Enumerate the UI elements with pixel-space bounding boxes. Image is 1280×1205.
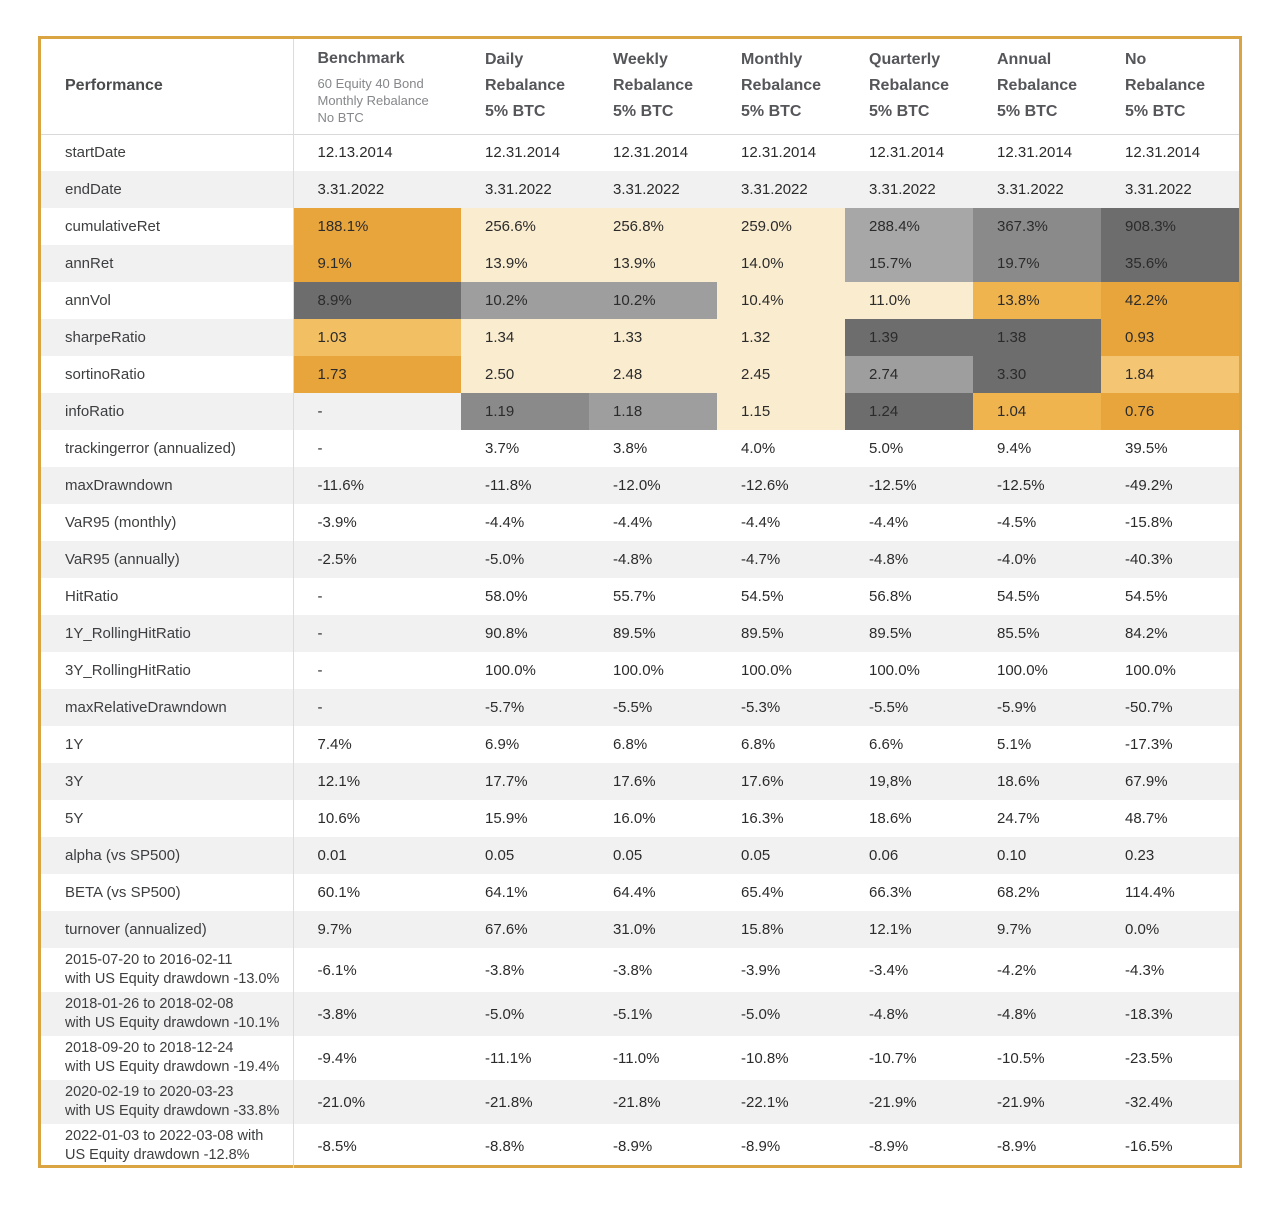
value-cell: 3.31.2022 — [741, 181, 808, 198]
value-cell: 0.05 — [485, 847, 515, 864]
value-cell: 54.5% — [1125, 588, 1168, 605]
value-cell: -5.7% — [485, 699, 525, 716]
value-cell: 84.2% — [1125, 625, 1168, 642]
value-cell: 256.6% — [461, 208, 589, 245]
table-row — [41, 430, 1239, 467]
value-cell: 60.1% — [317, 884, 361, 901]
row-label: sortinoRatio — [41, 356, 293, 393]
table-row — [41, 726, 1239, 763]
value-cell: -4.7% — [741, 551, 781, 568]
value-cell: 908.3% — [1101, 208, 1239, 245]
column-header-line: Monthly — [741, 51, 803, 69]
value-cell: -4.3% — [1125, 961, 1165, 979]
value-cell: - — [317, 440, 323, 457]
column-header-line: No — [1125, 51, 1147, 69]
value-cell: 1.24 — [845, 393, 973, 430]
value-cell: 1.73 — [293, 356, 461, 393]
value-cell: 6.8% — [741, 736, 776, 753]
row-label: trackingerror (annualized) — [41, 430, 293, 467]
value-cell: 1.19 — [461, 393, 589, 430]
value-cell: 90.8% — [485, 625, 528, 642]
value-cell: 42.2% — [1101, 282, 1239, 319]
value-cell: 259.0% — [717, 208, 845, 245]
table-row — [41, 356, 1239, 393]
row-label: maxRelativeDrawndown — [41, 689, 293, 726]
table-row — [41, 615, 1239, 652]
value-cell: 0.0% — [1125, 921, 1160, 938]
table-body — [41, 134, 1239, 1168]
value-cell: -11.6% — [317, 477, 364, 494]
value-cell: 10.6% — [317, 810, 361, 827]
row-label: BETA (vs SP500) — [41, 874, 293, 911]
table-row — [41, 319, 1239, 356]
value-cell: 0.10 — [997, 847, 1027, 864]
row-label: annRet — [41, 245, 293, 282]
value-cell: 6.9% — [485, 736, 520, 753]
value-cell: 17.6% — [741, 773, 784, 790]
table-row — [41, 763, 1239, 800]
value-cell: 1.04 — [973, 393, 1101, 430]
value-cell: -5.3% — [741, 699, 781, 716]
value-cell: 256.8% — [589, 208, 717, 245]
value-cell: 5.0% — [869, 440, 904, 457]
value-cell: 10.2% — [589, 282, 717, 319]
value-cell: -4.2% — [997, 961, 1037, 979]
value-cell: -11.0% — [613, 1049, 660, 1067]
value-cell: -4.5% — [997, 514, 1037, 531]
value-cell: 3.31.2022 — [317, 181, 385, 198]
table-row — [41, 1036, 1239, 1080]
row-label-line: US Equity drawdown -12.8% — [65, 1147, 250, 1163]
value-cell: 6.8% — [613, 736, 648, 753]
value-cell: 2.74 — [845, 356, 973, 393]
value-cell: 64.4% — [613, 884, 656, 901]
column-header — [845, 39, 973, 134]
value-cell: 2.45 — [717, 356, 845, 393]
column-header-line: Daily — [485, 51, 524, 69]
value-cell: - — [317, 699, 323, 716]
value-cell: 9.7% — [317, 921, 352, 938]
value-cell: -3.8% — [317, 1005, 357, 1023]
value-cell: -5.0% — [741, 1005, 781, 1023]
row-label: turnover (annualized) — [41, 911, 293, 948]
value-cell: 65.4% — [741, 884, 784, 901]
value-cell: -3.9% — [741, 961, 781, 979]
value-cell: -8.9% — [613, 1137, 653, 1155]
value-cell: 367.3% — [973, 208, 1101, 245]
column-header-subtitle — [318, 75, 452, 126]
value-cell: -4.8% — [997, 1005, 1037, 1023]
value-cell: -12.6% — [741, 477, 789, 494]
value-cell: 12.31.2014 — [869, 144, 945, 162]
column-header — [461, 39, 589, 134]
column-header-line: Rebalance — [1125, 77, 1206, 95]
value-cell: 12.31.2014 — [485, 144, 561, 162]
value-cell: -9.4% — [317, 1049, 357, 1067]
value-cell: -21.8% — [485, 1093, 533, 1111]
value-cell: -3.4% — [869, 961, 909, 979]
value-cell: -3.9% — [317, 514, 357, 531]
table-row — [41, 245, 1239, 282]
value-cell: 7.4% — [317, 736, 352, 753]
value-cell: -32.4% — [1125, 1093, 1173, 1111]
row-label: endDate — [41, 171, 293, 208]
value-cell: 4.0% — [741, 440, 776, 457]
value-cell: 1.34 — [461, 319, 589, 356]
value-cell: 1.84 — [1101, 356, 1239, 393]
value-cell: 12.13.2014 — [317, 144, 393, 162]
value-cell: -4.0% — [997, 551, 1037, 568]
value-cell: 10.4% — [717, 282, 845, 319]
value-cell: -22.1% — [741, 1093, 789, 1111]
value-cell: 3.31.2022 — [1125, 181, 1192, 198]
value-cell: 1.39 — [845, 319, 973, 356]
value-cell: -8.9% — [869, 1137, 909, 1155]
table-row — [41, 171, 1239, 208]
value-cell: 17.6% — [613, 773, 656, 790]
value-cell: 3.31.2022 — [613, 181, 680, 198]
value-cell: 48.7% — [1125, 810, 1168, 827]
performance-table-panel — [38, 36, 1242, 1168]
column-header-line: Rebalance — [869, 77, 950, 95]
value-cell: -4.4% — [485, 514, 525, 531]
table-row — [41, 874, 1239, 911]
value-cell: 13.9% — [461, 245, 589, 282]
value-cell: 114.4% — [1125, 884, 1175, 901]
value-cell: 100.0% — [741, 662, 792, 679]
table-row — [41, 948, 1239, 992]
value-cell: -10.8% — [741, 1049, 789, 1067]
value-cell: 100.0% — [613, 662, 664, 679]
column-header-line: Rebalance — [485, 77, 566, 95]
column-header-line: 5% BTC — [613, 103, 674, 121]
value-cell: 67.6% — [485, 921, 528, 938]
value-cell: 13.8% — [973, 282, 1101, 319]
value-cell: 16.0% — [613, 810, 656, 827]
value-cell: 1.33 — [589, 319, 717, 356]
table-row — [41, 504, 1239, 541]
column-header — [1101, 39, 1239, 134]
row-label-line: 2022-01-03 to 2022-03-08 with — [65, 1128, 264, 1144]
value-cell: 1.32 — [717, 319, 845, 356]
table-row — [41, 992, 1239, 1036]
value-cell: -11.1% — [485, 1049, 532, 1067]
value-cell: -23.5% — [1125, 1049, 1173, 1067]
value-cell: -21.8% — [613, 1093, 661, 1111]
value-cell: 17.7% — [485, 773, 528, 790]
value-cell: 55.7% — [613, 588, 656, 605]
value-cell: 10.2% — [461, 282, 589, 319]
value-cell: 67.9% — [1125, 773, 1168, 790]
value-cell: 0.06 — [869, 847, 899, 864]
value-cell: 54.5% — [741, 588, 784, 605]
column-header-line: 5% BTC — [485, 103, 546, 121]
value-cell: -8.5% — [317, 1137, 357, 1155]
value-cell: -4.8% — [613, 551, 653, 568]
table-row — [41, 208, 1239, 245]
value-cell: 85.5% — [997, 625, 1040, 642]
value-cell: 0.05 — [741, 847, 771, 864]
value-cell: 0.01 — [317, 847, 347, 864]
column-header-subtitle-line: Monthly Rebalance — [317, 93, 429, 109]
column-header-subtitle-line: No BTC — [317, 110, 364, 126]
value-cell: -3.8% — [613, 961, 653, 979]
value-cell: -15.8% — [1125, 514, 1173, 531]
value-cell: -5.5% — [613, 699, 653, 716]
header-row — [41, 39, 1239, 134]
value-cell: 12.31.2014 — [741, 144, 817, 162]
performance-header-cell: Performance — [41, 39, 293, 134]
value-cell: -8.8% — [485, 1137, 525, 1155]
value-cell: 3.30 — [973, 356, 1101, 393]
value-cell: -2.5% — [317, 551, 357, 568]
value-cell: 89.5% — [613, 625, 656, 642]
column-header-line: Quarterly — [869, 51, 941, 69]
table-row — [41, 578, 1239, 615]
value-cell: 9.7% — [997, 921, 1032, 938]
value-cell: -4.8% — [869, 551, 909, 568]
value-cell: -5.5% — [869, 699, 909, 716]
value-cell: -5.0% — [485, 1005, 525, 1023]
value-cell: -3.8% — [485, 961, 525, 979]
value-cell: 6.6% — [869, 736, 904, 753]
value-cell: - — [317, 588, 323, 605]
value-cell: 5.1% — [997, 736, 1032, 753]
row-label — [41, 1124, 293, 1168]
value-cell: -5.9% — [997, 699, 1037, 716]
value-cell: 19,8% — [869, 773, 912, 790]
column-header-line: Rebalance — [741, 77, 822, 95]
table-row — [41, 800, 1239, 837]
value-cell: 16.3% — [741, 810, 784, 827]
value-cell: -10.7% — [869, 1049, 917, 1067]
row-label: cumulativeRet — [41, 208, 293, 245]
value-cell: 14.0% — [717, 245, 845, 282]
value-cell: 24.7% — [997, 810, 1040, 827]
row-label-line: 2015-07-20 to 2016-02-11 — [65, 952, 233, 968]
value-cell: -17.3% — [1125, 736, 1173, 753]
value-cell: 15.9% — [485, 810, 528, 827]
value-cell: 56.8% — [869, 588, 912, 605]
column-header-line: 5% BTC — [997, 103, 1058, 121]
row-label-line: with US Equity drawdown -19.4% — [65, 1059, 280, 1075]
value-cell: 0.76 — [1101, 393, 1239, 430]
value-cell: 13.9% — [589, 245, 717, 282]
row-label: 1Y — [41, 726, 293, 763]
row-label-line: with US Equity drawdown -13.0% — [65, 971, 280, 987]
column-header-line: 5% BTC — [869, 103, 930, 121]
value-cell: -4.8% — [869, 1005, 909, 1023]
row-label: 5Y — [41, 800, 293, 837]
table-row — [41, 393, 1239, 430]
row-label: sharpeRatio — [41, 319, 293, 356]
value-cell: -12.0% — [613, 477, 661, 494]
table-row — [41, 134, 1239, 171]
row-label: annVol — [41, 282, 293, 319]
value-cell: -6.1% — [317, 961, 357, 979]
value-cell: 9.1% — [293, 245, 461, 282]
value-cell: -10.5% — [997, 1049, 1045, 1067]
value-cell: -8.9% — [997, 1137, 1037, 1155]
row-label — [41, 1036, 293, 1080]
value-cell: 11.0% — [845, 282, 973, 319]
row-label: VaR95 (monthly) — [41, 504, 293, 541]
column-header-line: 5% BTC — [1125, 103, 1186, 121]
row-label-line: with US Equity drawdown -33.8% — [65, 1103, 280, 1119]
value-cell: -8.9% — [741, 1137, 781, 1155]
row-label: maxDrawndown — [41, 467, 293, 504]
column-header-line: Weekly — [613, 51, 668, 69]
row-label: VaR95 (annually) — [41, 541, 293, 578]
column-header-subtitle-line: 60 Equity 40 Bond — [317, 76, 424, 92]
table-row — [41, 467, 1239, 504]
value-cell: 18.6% — [869, 810, 912, 827]
column-header — [589, 39, 717, 134]
table-row — [41, 282, 1239, 319]
row-label — [41, 992, 293, 1036]
value-cell: 12.31.2014 — [1125, 144, 1201, 162]
value-cell: 54.5% — [997, 588, 1040, 605]
row-label-line: 2018-09-20 to 2018-12-24 — [65, 1040, 234, 1056]
value-cell: - — [317, 625, 323, 642]
column-header-line: 5% BTC — [741, 103, 802, 121]
value-cell: -4.4% — [613, 514, 653, 531]
row-label-line: with US Equity drawdown -10.1% — [65, 1015, 280, 1031]
value-cell: 100.0% — [485, 662, 536, 679]
value-cell: -5.0% — [485, 551, 525, 568]
value-cell: - — [317, 662, 323, 679]
table-row — [41, 911, 1239, 948]
value-cell: 188.1% — [293, 208, 461, 245]
value-cell: 100.0% — [997, 662, 1048, 679]
value-cell: -50.7% — [1125, 699, 1173, 716]
row-label: infoRatio — [41, 393, 293, 430]
value-cell: 1.38 — [973, 319, 1101, 356]
value-cell: 19.7% — [973, 245, 1101, 282]
value-cell: 35.6% — [1101, 245, 1239, 282]
value-cell: - — [317, 403, 323, 420]
value-cell: 3.31.2022 — [485, 181, 552, 198]
value-cell: -5.1% — [613, 1005, 653, 1023]
column-header — [717, 39, 845, 134]
column-header — [973, 39, 1101, 134]
value-cell: 64.1% — [485, 884, 528, 901]
value-cell: 3.8% — [613, 440, 648, 457]
value-cell: -21.9% — [997, 1093, 1045, 1111]
value-cell: 15.8% — [741, 921, 784, 938]
value-cell: -21.9% — [869, 1093, 917, 1111]
table-row — [41, 837, 1239, 874]
value-cell: 39.5% — [1125, 440, 1168, 457]
value-cell: -16.5% — [1125, 1137, 1173, 1155]
table-row — [41, 1080, 1239, 1124]
performance-table — [41, 39, 1239, 1168]
value-cell: 12.1% — [869, 921, 912, 938]
value-cell: -18.3% — [1125, 1005, 1173, 1023]
value-cell: 288.4% — [845, 208, 973, 245]
value-cell: 9.4% — [997, 440, 1032, 457]
value-cell: 2.50 — [461, 356, 589, 393]
value-cell: 1.15 — [717, 393, 845, 430]
value-cell: 1.03 — [293, 319, 461, 356]
value-cell: 68.2% — [997, 884, 1040, 901]
value-cell: -21.0% — [317, 1093, 366, 1111]
value-cell: 2.48 — [589, 356, 717, 393]
row-label: HitRatio — [41, 578, 293, 615]
row-label-line: 2018-01-26 to 2018-02-08 — [65, 996, 234, 1012]
value-cell: 1.18 — [589, 393, 717, 430]
row-label: 1Y_RollingHitRatio — [41, 615, 293, 652]
value-cell: 18.6% — [997, 773, 1040, 790]
value-cell: 12.31.2014 — [997, 144, 1073, 162]
table-row — [41, 1124, 1239, 1168]
row-label: alpha (vs SP500) — [41, 837, 293, 874]
table-row — [41, 689, 1239, 726]
row-label-line: 2020-02-19 to 2020-03-23 — [65, 1084, 234, 1100]
value-cell: -11.8% — [485, 477, 532, 494]
value-cell: 0.93 — [1101, 319, 1239, 356]
value-cell: -49.2% — [1125, 477, 1173, 494]
row-label — [41, 948, 293, 992]
value-cell: 3.7% — [485, 440, 520, 457]
column-header-line: Rebalance — [613, 77, 694, 95]
value-cell: 3.31.2022 — [997, 181, 1064, 198]
value-cell: -4.4% — [869, 514, 909, 531]
value-cell: 8.9% — [293, 282, 461, 319]
value-cell: 31.0% — [613, 921, 656, 938]
value-cell: 12.1% — [317, 773, 361, 790]
table-row — [41, 541, 1239, 578]
row-label: 3Y_RollingHitRatio — [41, 652, 293, 689]
value-cell: 66.3% — [869, 884, 912, 901]
value-cell: -12.5% — [869, 477, 917, 494]
value-cell: 100.0% — [869, 662, 920, 679]
value-cell: 0.05 — [613, 847, 643, 864]
value-cell: 89.5% — [869, 625, 912, 642]
row-label: startDate — [41, 134, 293, 171]
value-cell: 58.0% — [485, 588, 528, 605]
column-header — [293, 39, 461, 134]
value-cell: 15.7% — [845, 245, 973, 282]
table-row — [41, 652, 1239, 689]
value-cell: -12.5% — [997, 477, 1045, 494]
value-cell: 0.23 — [1125, 847, 1155, 864]
table-header — [41, 39, 1239, 134]
row-label: 3Y — [41, 763, 293, 800]
value-cell: -40.3% — [1125, 551, 1173, 568]
value-cell: 100.0% — [1125, 662, 1176, 679]
value-cell: -4.4% — [741, 514, 781, 531]
value-cell: 89.5% — [741, 625, 784, 642]
column-header-line: Annual — [997, 51, 1052, 69]
column-header-line: Rebalance — [997, 77, 1078, 95]
column-header-line: Benchmark — [317, 50, 405, 68]
value-cell: 3.31.2022 — [869, 181, 936, 198]
row-label — [41, 1080, 293, 1124]
value-cell: 12.31.2014 — [613, 144, 689, 162]
